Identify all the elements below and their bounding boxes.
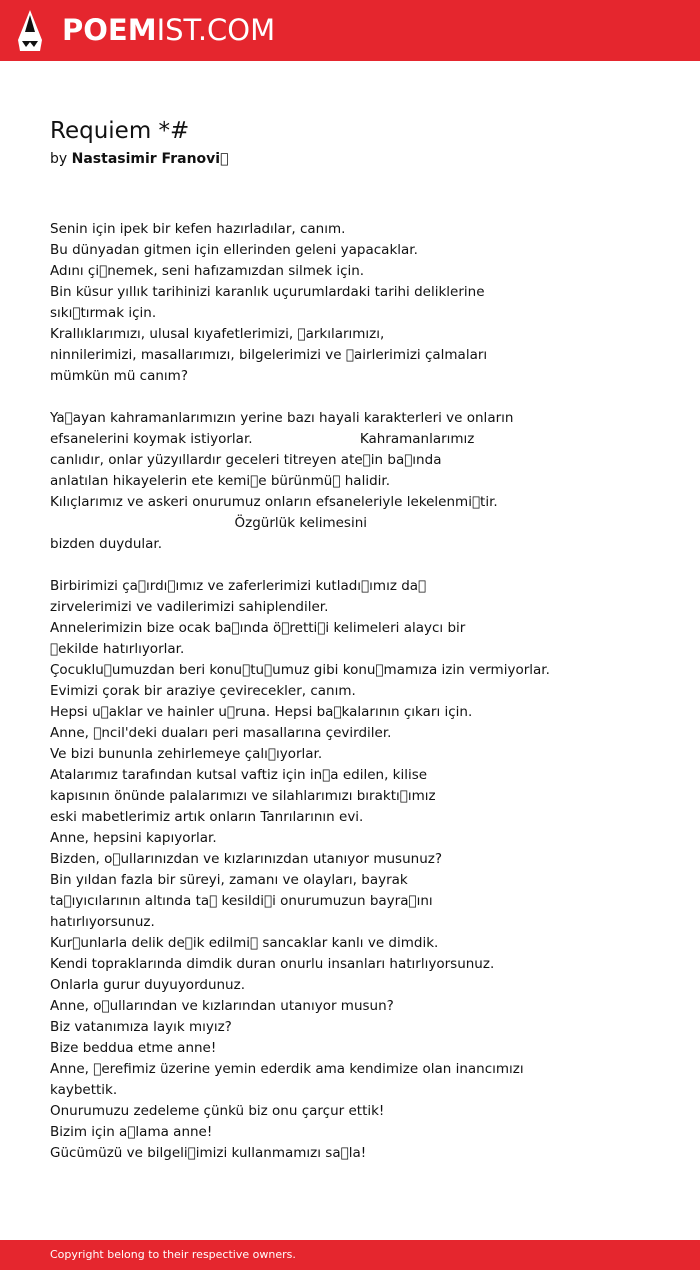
poem-line: Anne, hepsini kapıyorlar. bbox=[50, 830, 217, 846]
poem-line: Senin için ipek bir kefen hazırladılar, canım. bbox=[50, 221, 346, 237]
poem-line:  ekilde hatırlıyorlar. bbox=[50, 641, 185, 657]
poem-line: Atalarımız tarafından kutsal vaftiz için in a edilen, kilise bbox=[50, 767, 428, 783]
copyright-notice: Copyright belong to their respective owners. bbox=[50, 1248, 296, 1261]
poem-line: Ve bizi bununla zehirlemeye çalı ıyorlar. bbox=[50, 746, 323, 762]
poem-line: Krallıklarımızı, ulusal kıyafetlerimizi,  arkılarımızı, bbox=[50, 326, 385, 342]
poem-line: Bizim için a lama anne! bbox=[50, 1124, 213, 1140]
poem-line: kaybettik. bbox=[50, 1082, 118, 1098]
site-logo[interactable] bbox=[62, 12, 275, 48]
pencil-tip-icon[interactable] bbox=[18, 10, 42, 51]
logo-text-light: IST.COM bbox=[156, 13, 276, 47]
site-footer bbox=[0, 1240, 700, 1270]
site-header bbox=[0, 0, 700, 61]
poem-body bbox=[50, 219, 680, 1164]
poem-line: anlatılan hikayelerin ete kemi e bürünmü  halidir. bbox=[50, 473, 391, 489]
by-label: by bbox=[50, 151, 72, 167]
poem-line: hatırlıyorsunuz. bbox=[50, 914, 155, 930]
poem-line: Gücümüzü ve bilgeli imizi kullanmamızı sa la! bbox=[50, 1145, 367, 1161]
poem-line: Bu dünyadan gitmen için ellerinden geleni yapacaklar. bbox=[50, 242, 418, 258]
poem-line: kapısının önünde palalarımızı ve silahlarımızı bıraktı ımız bbox=[50, 788, 436, 804]
poem-byline bbox=[50, 149, 229, 169]
poem-line: Çocuklu umuzdan beri konu tu umuz gibi konu mamıza izin vermiyorlar. bbox=[50, 662, 550, 678]
poem-line: Bize beddua etme anne! bbox=[50, 1040, 217, 1056]
poem-line: Kılıçlarımız ve askeri onurumuz onların efsaneleriyle lekelenmi tir. bbox=[50, 494, 498, 510]
poem-line: Anne,  erefimiz üzerine yemin ederdik ama kendimize olan inancımızı bbox=[50, 1061, 524, 1077]
poem-line: Bizden, o ullarınızdan ve kızlarınızdan utanıyor musunuz? bbox=[50, 851, 443, 867]
poem-line: mümkün mü canım? bbox=[50, 368, 188, 384]
poem-line: Bin yıldan fazla bir süreyi, zamanı ve olayları, bayrak bbox=[50, 872, 408, 888]
poem-line: zirvelerimizi ve vadilerimizi sahiplendiler. bbox=[50, 599, 329, 615]
poem-line: Evimizi çorak bir araziye çevirecekler, canım. bbox=[50, 683, 356, 699]
poem-line: Onlarla gurur duyuyordunuz. bbox=[50, 977, 245, 993]
poem-line: Ya ayan kahramanlarımızın yerine bazı hayali karakterleri ve onların bbox=[50, 410, 514, 426]
poem-line: Biz vatanımıza layık mıyız? bbox=[50, 1019, 232, 1035]
poem-line: eski mabetlerimiz artık onların Tanrılarının evi. bbox=[50, 809, 364, 825]
poem-line: Birbirimizi ça ırdı ımız ve zaferlerimizi kutladı ımız da  bbox=[50, 578, 427, 594]
poem-line: Kendi topraklarında dimdik duran onurlu insanları hatırlıyorsunuz. bbox=[50, 956, 495, 972]
poem-line: ninnilerimizi, masallarımızı, bilgelerimizi ve  airlerimizi çalmaları bbox=[50, 347, 488, 363]
poem-title: Requiem *# bbox=[50, 118, 190, 144]
poem-line: ta ıyıcılarının altında ta  kesildi i onurumuzun bayra ını bbox=[50, 893, 433, 909]
stanza-break bbox=[50, 387, 680, 408]
poem-author: Nastasimir Franovi  bbox=[71, 151, 229, 167]
poem-line: Bin küsur yıllık tarihinizi karanlık uçurumlardaki tarihi deliklerine bbox=[50, 284, 485, 300]
logo-text-bold: POEM bbox=[62, 13, 157, 47]
poem-line: Özgürlük kelimesini bbox=[50, 515, 368, 531]
poem-line: Hepsi u aklar ve hainler u runa. Hepsi ba kalarının çıkarı için. bbox=[50, 704, 473, 720]
poem-line: Anne, o ullarından ve kızlarından utanıyor musun? bbox=[50, 998, 394, 1014]
poem-line: Anne,  ncil'deki duaları peri masallarına çevirdiler. bbox=[50, 725, 392, 741]
stanza-break bbox=[50, 555, 680, 576]
poem-line: Adını çi nemek, seni hafızamızdan silmek için. bbox=[50, 263, 365, 279]
poem-line: Annelerimizin bize ocak ba ında ö retti i kelimeleri alaycı bir bbox=[50, 620, 466, 636]
poem-line: efsanelerini koymak istiyorlar. Kahramanlarımız bbox=[50, 431, 475, 447]
poem-line: canlıdır, onlar yüzyıllardır geceleri titreyen ate in ba ında bbox=[50, 452, 442, 468]
poem-line: sıkı tırmak için. bbox=[50, 305, 157, 321]
poem-line: Kur unlarla delik de ik edilmi  sancaklar kanlı ve dimdik. bbox=[50, 935, 439, 951]
poem-line: bizden duydular. bbox=[50, 536, 162, 552]
poem-line: Onurumuzu zedeleme çünkü biz onu çarçur ettik! bbox=[50, 1103, 385, 1119]
